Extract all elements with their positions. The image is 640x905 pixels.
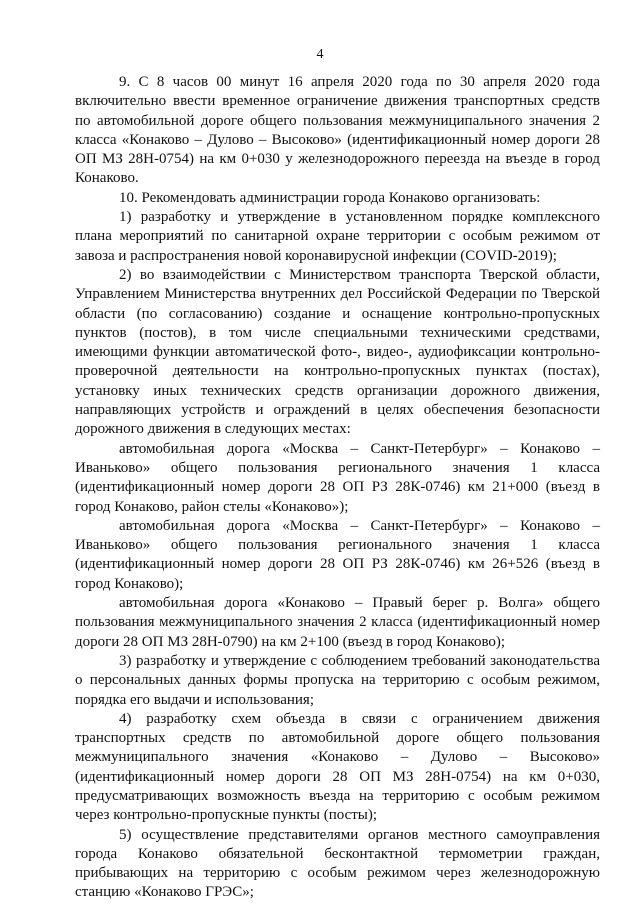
- paragraph-10-item-3: 3) разработку и утверждение с соблюдением требований законодательства о персональных данных формы пропуска на территорию с особым режимом, порядка его выдачи и использования;: [75, 652, 600, 708]
- paragraph-10-item-5: 5) осуществление представителями органов местного самоуправления города Конаково обязательной бесконтактной термометрии граждан, прибывающих на территорию с особым режимом через железнодорожную станцию «Конаково ГРЭС»;: [75, 826, 600, 901]
- paragraph-10-item-2: 2) во взаимодействии с Министерством транспорта Тверской области, Управлением Министерства внутренних дел Российской Федерации по Тверской области (по согласованию) создание и оснащение контрольно-пропускных пунктов (постов), в том числе специальными техническими средствами, имеющими функции автоматической фото-, видео-, аудиофиксации контрольно-проверочной деятельности на контрольно-пропускных пунктах (постах), установку иных технических средств организации дорожного движения, направляющих устройств и ограждений в целях обеспечения безопасности дорожного движения в следующих местах:: [75, 266, 600, 438]
- paragraph-9: 9. С 8 часов 00 минут 16 апреля 2020 года по 30 апреля 2020 года включительно ввести временное ограничение движения транспортных средств по автомобильной дороге общего пользования межмуниципального значения 2 класса «Конаково – Дулово – Высоково» (идентификационный номер дороги 28 ОП МЗ 28Н-0754) на км 0+030 у железнодорожного переезда на въезде в город Конаково.: [75, 74, 600, 187]
- page-number: 4: [316, 47, 324, 62]
- paragraph-10-item-4: 4) разработку схем объезда в связи с ограничением движения транспортных средств по автомобильной дороге общего пользования межмуниципального значения «Конаково – Дулово – Высоково» (идентификационный номер дороги 28 ОП МЗ 28Н-0754) на км 0+030, предусматривающих возможность въезда на территорию с особым режимом через контрольно-пропускные пункты (посты);: [75, 710, 600, 824]
- location-1: автомобильная дорога «Москва – Санкт-Петербург» – Конаково – Иваньково» общего пользования регионального значения 1 класса (идентификационный номер дороги 28 ОП РЗ 28К-0746) км 21+000 (въезд в город Конаково, район стелы «Конаково»);: [75, 440, 600, 515]
- paragraph-10-item-1: 1) разработку и утверждение в установленном порядке комплексного плана мероприятий по санитарной охране территории с особым режимом от завоза и распространения новой коронавирусной инфекции (COVID-2019);: [75, 209, 600, 264]
- location-2: автомобильная дорога «Москва – Санкт-Петербург» – Конаково – Иваньково» общего пользования регионального значения 1 класса (идентификационный номер дороги 28 ОП РЗ 28К-0746) км 26+526 (въезд в город Конаково);: [75, 517, 600, 592]
- location-3: автомобильная дорога «Конаково – Правый берег р. Волга» общего пользования межмуниципального значения 2 класса (идентификационный номер дороги 28 ОП МЗ 28Н-0790) на км 2+100 (въезд в город Конаково);: [75, 595, 600, 650]
- paragraph-10: 10. Рекомендовать администрации города Конаково организовать:: [119, 189, 541, 206]
- document-body: [75, 73, 600, 903]
